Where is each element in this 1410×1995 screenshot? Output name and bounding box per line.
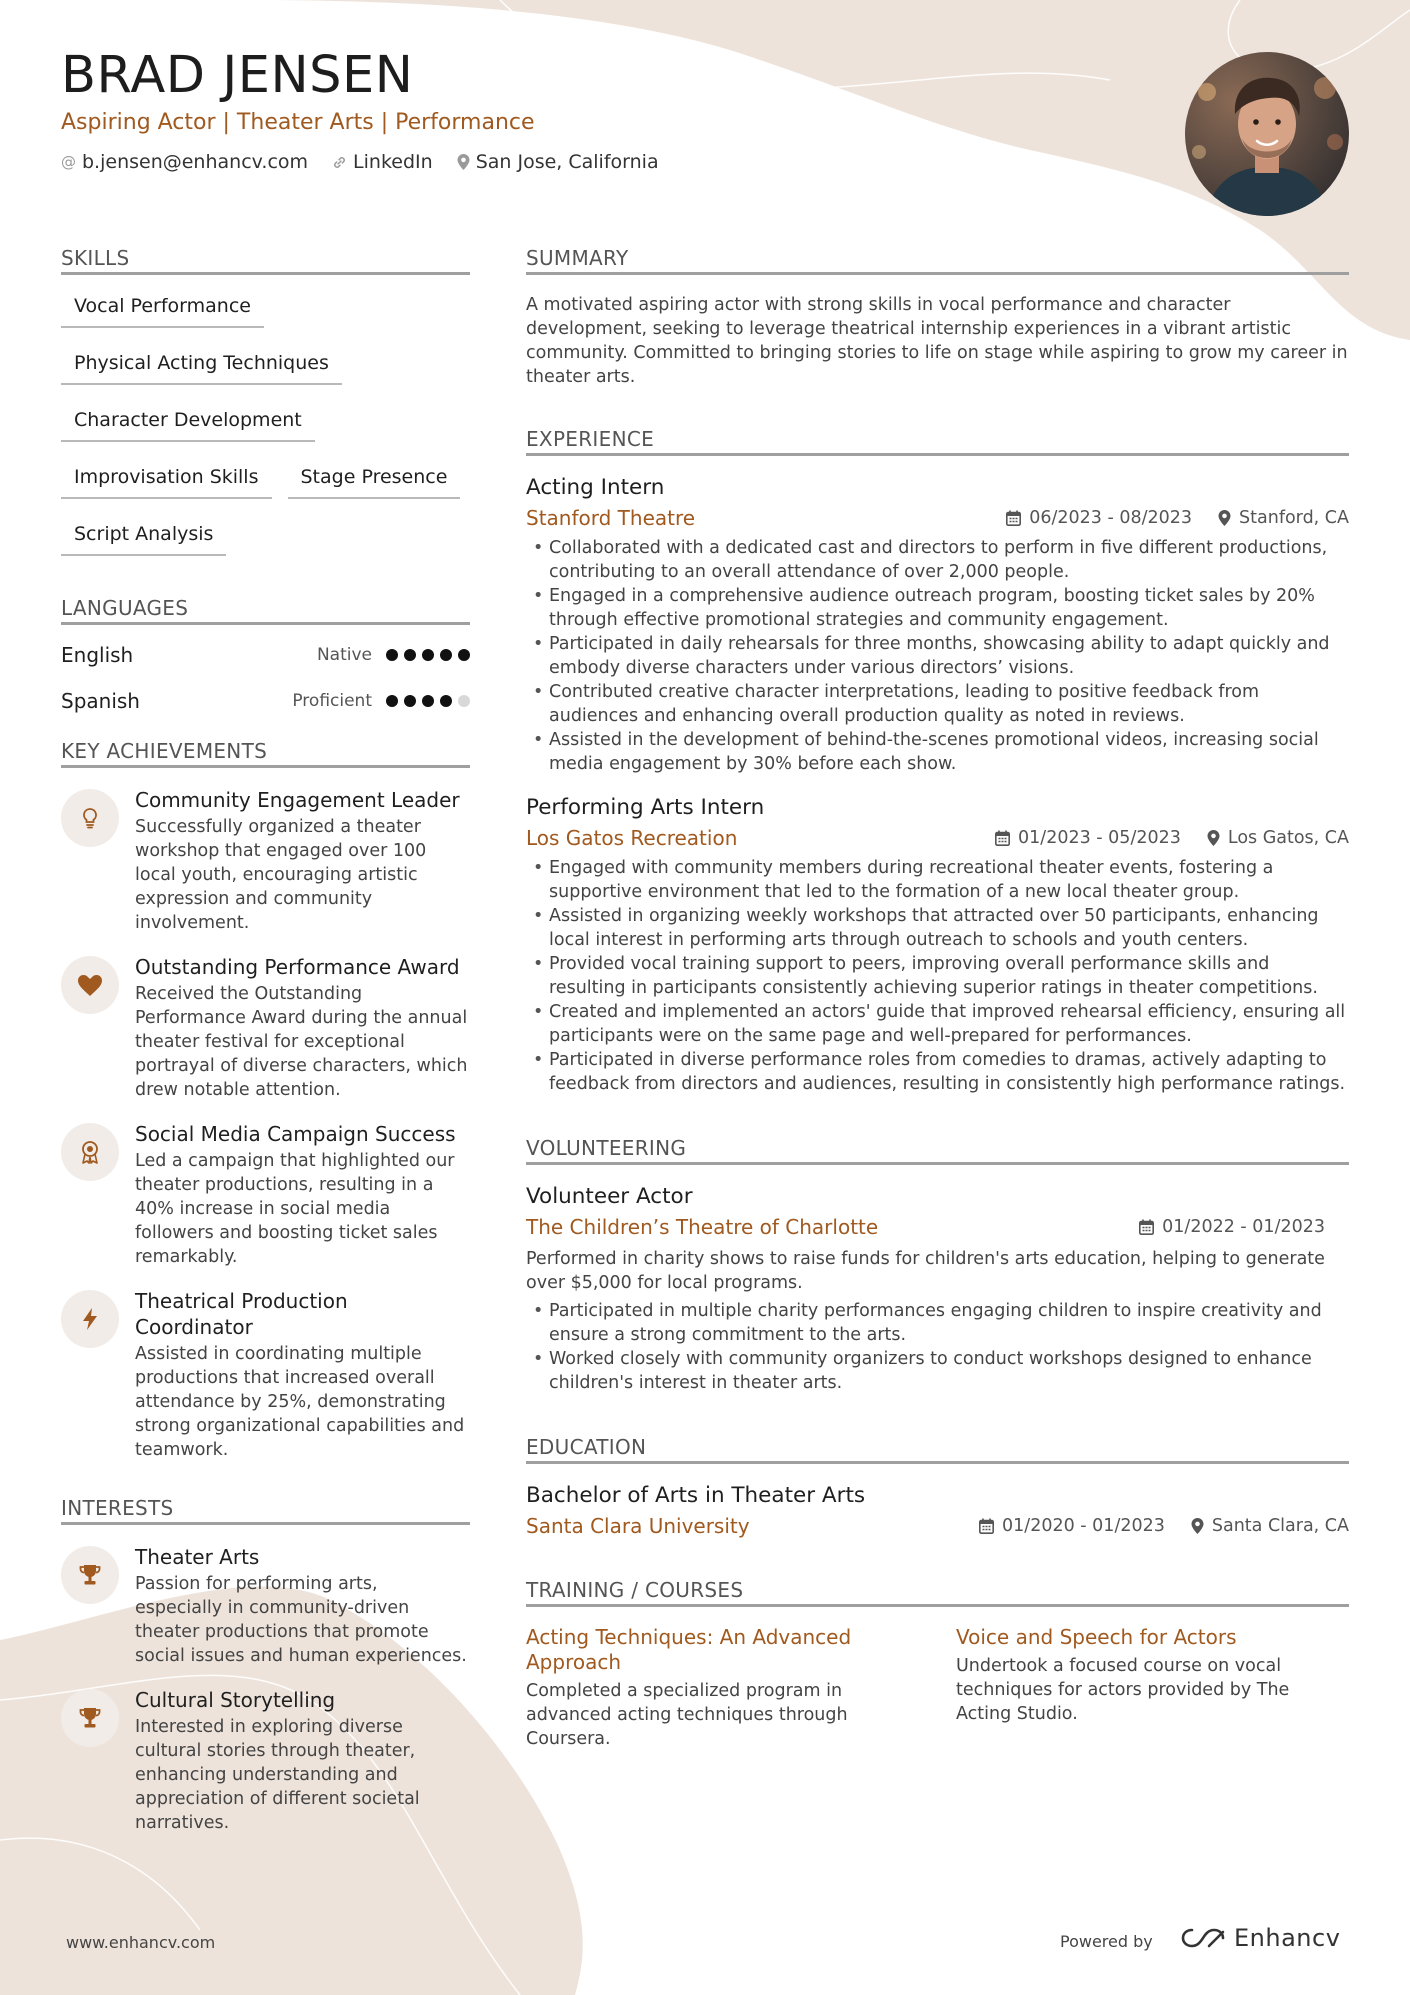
contact-location (457, 151, 659, 173)
skills-title: SKILLS (61, 246, 470, 275)
interest-title: Cultural Storytelling (135, 1688, 336, 1712)
candidate-name: BRAD JENSEN (61, 46, 414, 105)
job-role: Acting Intern (526, 475, 665, 500)
skill-tag: Character Development (61, 407, 315, 442)
rating-dot-filled (440, 649, 452, 661)
education-title: EDUCATION (526, 1435, 1349, 1464)
interest-desc: Interested in exploring diverse cultural stories through theater, enhancing understanding and appreciation of different societal narratives. (135, 1717, 420, 1833)
achievement-title: Theatrical Production Coordinator (135, 1289, 348, 1339)
achievement-title: Outstanding Performance Award (135, 955, 460, 979)
education-location: Santa Clara, CA (1211, 1516, 1349, 1536)
trophy-icon (61, 1546, 119, 1604)
interests-title: INTERESTS (61, 1496, 470, 1525)
education-section (526, 1435, 1349, 1540)
location-icon (1207, 830, 1220, 846)
bullet-item: • Worked closely with community organizers to conduct workshops designed to enhance children's interest in theater arts. (526, 1347, 1349, 1395)
volunteer-dates: 01/2022 - 01/2023 (1162, 1217, 1325, 1237)
lightbulb-icon (61, 789, 119, 847)
experience-title: EXPERIENCE (526, 427, 1349, 456)
profile-photo (1185, 52, 1349, 216)
job-role: Performing Arts Intern (526, 795, 765, 820)
bullet-item: • Provided vocal training support to peers, improving overall performance skills and resulting in participants consistently achieving superior ratings in theater competitions. (526, 952, 1349, 1000)
rating-dot-filled (458, 649, 470, 661)
achievement-item (61, 1121, 470, 1269)
bullet-item: • Created and implemented an actors' guide that improved rehearsal efficiency, ensuring all participants were on the same page and well-prepared for performances. (526, 1000, 1349, 1048)
rating-dot-filled (386, 695, 398, 707)
heart-icon (61, 956, 119, 1014)
interest-item (61, 1544, 470, 1668)
bullet-item: • Participated in diverse performance roles from comedies to dramas, actively adapting to feedback from directors and audiences, resulting in consistently high performance ratings. (526, 1048, 1349, 1096)
course-item (956, 1625, 1349, 1751)
achievements-section (61, 739, 470, 1462)
language-row (61, 639, 470, 671)
trophy-icon (61, 1689, 119, 1747)
bullet-item: • Collaborated with a dedicated cast and directors to perform in five different productions, contributing to an overall attendance of over 2,000 people. (526, 536, 1349, 584)
languages-section (61, 596, 470, 717)
location-icon (1191, 1518, 1204, 1534)
skill-tag: Improvisation Skills (61, 464, 272, 499)
enhancv-logo[interactable] (1180, 1924, 1340, 1952)
training-section (526, 1578, 1349, 1751)
language-level: Proficient (292, 691, 372, 711)
contact-linkedin-text: LinkedIn (353, 151, 433, 173)
school-name: Santa Clara University (526, 1514, 750, 1538)
bullet-item: • Participated in multiple charity performances engaging children to inspire creativity and ensure a strong commitment to the arts. (526, 1299, 1349, 1347)
volunteer-desc: Performed in charity shows to raise funds for children's arts education, helping to generate over $5,000 for local programs. (526, 1249, 1325, 1293)
job-bullets (526, 856, 1349, 1096)
achievement-title: Community Engagement Leader (135, 788, 460, 812)
course-item (526, 1625, 916, 1751)
skill-tag: Script Analysis (61, 521, 226, 556)
contact-location-text: San Jose, California (475, 151, 659, 173)
contact-email-text: b.jensen@enhancv.com (82, 151, 309, 173)
languages-title: LANGUAGES (61, 596, 470, 625)
achievement-title: Social Media Campaign Success (135, 1122, 456, 1146)
bullet-item: • Assisted in organizing weekly workshops that attracted over 50 participants, enhancing local interest in performing arts through outreach to schools and youth centers. (526, 904, 1349, 952)
award-ribbon-icon (61, 1123, 119, 1181)
skill-tag: Stage Presence (288, 464, 461, 499)
bullet-item: • Contributed creative character interpretations, leading to positive feedback from audiences and enhancing overall production quality as noted in reviews. (526, 680, 1349, 728)
rating-dot-filled (422, 649, 434, 661)
company-name: Los Gatos Recreation (526, 826, 738, 850)
rating-dot-filled (422, 695, 434, 707)
achievement-item (61, 787, 470, 935)
interest-title: Theater Arts (135, 1545, 260, 1569)
job-dates: 01/2023 - 05/2023 (1018, 828, 1181, 848)
lightning-icon (61, 1290, 119, 1348)
bullet-item: • Participated in daily rehearsals for three months, showcasing ability to adapt quickly and embody diverse characters under various directors’ visions. (526, 632, 1349, 680)
right-column (526, 246, 1349, 1751)
enhancv-logo-icon (1180, 1926, 1226, 1950)
summary-section (526, 246, 1349, 389)
footer-powered-by: Powered by (1060, 1932, 1153, 1951)
volunteering-section (526, 1136, 1349, 1395)
language-rating (386, 649, 470, 661)
contact-email[interactable] (61, 151, 308, 173)
education-dates: 01/2020 - 01/2023 (1002, 1516, 1165, 1536)
degree-name: Bachelor of Arts in Theater Arts (526, 1483, 866, 1508)
achievements-title: KEY ACHIEVEMENTS (61, 739, 470, 768)
volunteer-org: The Children’s Theatre of Charlotte (526, 1215, 879, 1239)
volunteer-role: Volunteer Actor (526, 1184, 693, 1209)
interest-item (61, 1687, 470, 1835)
contact-bar (61, 151, 659, 173)
job-bullets (526, 536, 1349, 776)
summary-title: SUMMARY (526, 246, 1349, 275)
language-row (61, 685, 470, 717)
calendar-icon (995, 830, 1010, 846)
link-icon (332, 155, 347, 170)
interests-section (61, 1496, 470, 1835)
achievement-desc: Assisted in coordinating multiple productions that increased overall attendance by 25%, demonstrating strong organizational capabilities and teamwork. (135, 1344, 465, 1460)
bullet-item: • Assisted in the development of behind-the-scenes promotional videos, increasing social media engagement by 30% before each show. (526, 728, 1349, 776)
job-location: Los Gatos, CA (1227, 828, 1349, 848)
language-name: Spanish (61, 689, 140, 713)
contact-linkedin[interactable] (332, 151, 433, 173)
achievement-desc: Received the Outstanding Performance Award during the annual theater festival for exceptional portrayal of diverse characters, which drew notable attention. (135, 984, 468, 1100)
enhancv-logo-text: Enhancv (1234, 1924, 1341, 1952)
location-icon (1218, 510, 1231, 526)
experience-section (526, 427, 1349, 1096)
company-name: Stanford Theatre (526, 506, 696, 530)
summary-text: A motivated aspiring actor with strong skills in vocal performance and character development, seeking to leverage theatrical internship experiences in a vibrant artistic community. Committed to bringing stories to life on stage while aspiring to grow my career in theater arts. (526, 295, 1348, 387)
rating-dot-filled (386, 649, 398, 661)
candidate-headline: Aspiring Actor | Theater Arts | Performance (61, 110, 535, 135)
achievement-item (61, 1288, 470, 1462)
rating-dot-filled (404, 649, 416, 661)
volunteering-title: VOLUNTEERING (526, 1136, 1349, 1165)
footer-website[interactable]: www.enhancv.com (66, 1933, 216, 1952)
experience-entry (526, 474, 1349, 776)
interest-desc: Passion for performing arts, especially in community-driven theater productions that promote social issues and human experiences. (135, 1574, 467, 1666)
training-title: TRAINING / COURSES (526, 1578, 1349, 1607)
rating-dot-empty (458, 695, 470, 707)
left-column (61, 246, 470, 1835)
bullet-item: • Engaged in a comprehensive audience outreach program, boosting ticket sales by 20% through effective promotional strategies and community engagement. (526, 584, 1349, 632)
at-icon: @ (61, 153, 76, 171)
rating-dot-filled (440, 695, 452, 707)
language-rating (386, 695, 470, 707)
skills-section (61, 246, 470, 556)
achievement-item (61, 954, 470, 1102)
job-dates: 06/2023 - 08/2023 (1029, 508, 1193, 528)
course-title: Voice and Speech for Actors (956, 1625, 1237, 1649)
experience-entry (526, 794, 1349, 1096)
location-icon (457, 154, 470, 170)
calendar-icon (1006, 510, 1021, 526)
calendar-icon (979, 1518, 994, 1534)
course-title: Acting Techniques: An Advanced Approach (526, 1625, 852, 1674)
achievement-desc: Successfully organized a theater workshop that engaged over 100 local youth, encouraging artistic expression and community involvement. (135, 817, 427, 933)
calendar-icon (1139, 1219, 1154, 1235)
achievement-desc: Led a campaign that highlighted our theater productions, resulting in a 40% increase in social media followers and boosting ticket sales remarkably. (135, 1151, 455, 1267)
language-level: Native (316, 645, 372, 665)
language-name: English (61, 643, 134, 667)
bullet-item: • Engaged with community members during recreational theater events, fostering a supportive environment that led to the formation of a new local theater group. (526, 856, 1349, 904)
course-desc: Completed a specialized program in advanced acting techniques through Coursera. (526, 1681, 848, 1749)
skill-tag: Vocal Performance (61, 293, 264, 328)
volunteer-bullets (526, 1299, 1349, 1395)
job-location: Stanford, CA (1239, 508, 1349, 528)
skill-tag: Physical Acting Techniques (61, 350, 342, 385)
skills-list (61, 293, 470, 556)
rating-dot-filled (404, 695, 416, 707)
course-desc: Undertook a focused course on vocal techniques for actors provided by The Acting Studio. (956, 1656, 1290, 1724)
